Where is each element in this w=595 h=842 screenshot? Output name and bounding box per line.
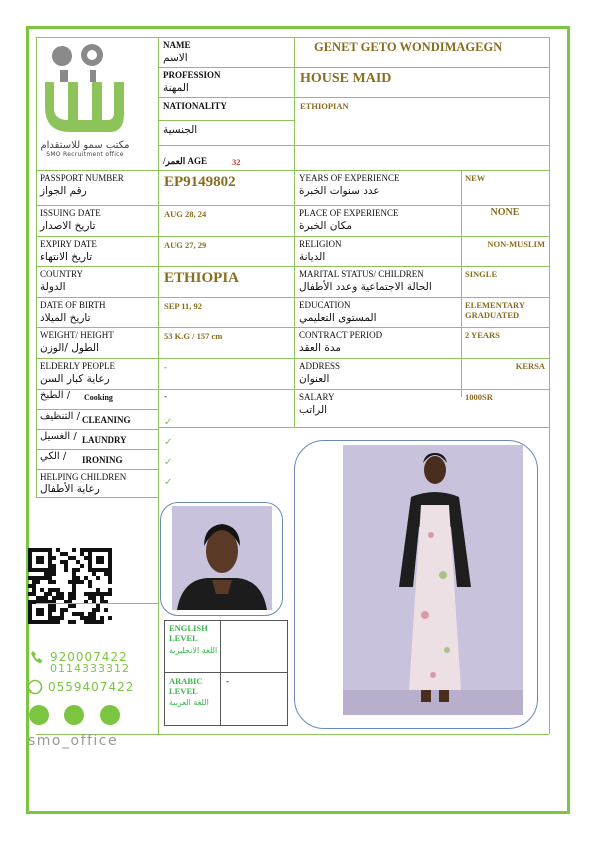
right-row-value: NON-MUSLIM [487,239,545,249]
grid-line [36,469,158,470]
left-row-value: EP9149802 [164,174,236,190]
grid-line [164,672,288,673]
grid-line [158,37,159,734]
left-row-label-ar: رعاية كبار السن [40,373,110,385]
grid-line [294,37,295,427]
right-row-label-ar: الحالة الاجتماعية وعدد الأطفال [299,281,432,293]
grid-line [36,327,549,328]
right-row-value: KERSA [515,361,545,371]
phone1[interactable]: 920007422 [50,650,128,664]
left-row-label-ar: رقم الجواز [40,185,87,197]
skill-label-ar: الغسيل / [40,431,77,442]
left-row-label: WEIGHT/ HEIGHT [40,330,114,340]
grid-line [36,358,549,359]
left-row-value: AUG 28, 24 [164,209,207,219]
portrait-photo [172,506,272,610]
right-row-value: SINGLE [465,269,498,279]
whatsapp-number[interactable]: 0559407422 [48,680,135,694]
profession-value: HOUSE MAID [300,71,392,86]
right-row-value: ELEMENTARY GRADUATED [465,300,525,320]
grid-line [36,497,158,498]
right-row-label-ar: الديانة [299,251,326,263]
skill-label: CLEANING [82,415,131,425]
check-icon: ✓ [164,477,173,488]
instagram-icon[interactable] [64,705,84,725]
nationality-label: NATIONALITY [163,101,227,111]
nationality-label-ar: الجنسية [163,124,198,136]
name-label-ar: الاسم [163,52,188,64]
phone2[interactable]: 0114333312 [50,662,130,675]
check-icon: ✓ [164,437,173,448]
grid-line [36,297,549,298]
skill-label: LAUNDRY [82,435,127,445]
english-level-label-ar: اللغة الانجليزية [169,646,218,655]
grid-line [36,449,158,450]
skill-label-ar: الطبخ / [40,390,71,401]
age-value: 32 [232,157,241,167]
arabic-level-label: ARABIC LEVEL [169,676,203,696]
grid-line [158,145,549,146]
right-row-label: EDUCATION [299,300,351,310]
left-row-value: AUG 27, 29 [164,240,207,250]
skill-label: Cooking [84,393,113,402]
right-row-value: NEW [465,173,486,183]
nationality-value: ETHIOPIAN [300,101,349,111]
arabic-level-label-ar: اللغة العربية [169,698,209,707]
phone-icon [30,650,44,669]
grid-line [158,97,549,98]
grid-line [36,429,158,430]
profession-label: PROFESSION [163,70,221,80]
left-row-label: PASSPORT NUMBER [40,173,124,183]
grid-line [36,205,549,206]
profession-label-ar: المهنة [163,82,189,94]
qr-code[interactable] [28,548,112,624]
right-row-label-ar: مدة العقد [299,342,341,354]
left-row-label: ELDERLY PEOPLE [40,361,116,371]
english-level-label: ENGLISH LEVEL [169,623,208,643]
left-row-value: SEP 11, 92 [164,301,203,311]
grid-line [220,620,221,726]
skill-label-ar: رعاية الأطفال [40,483,100,495]
skill-value: - [164,391,167,401]
left-row-label-ar: الدولة [40,281,66,293]
skill-label: HELPING CHILDREN [40,472,127,482]
right-row-label: YEARS OF EXPERIENCE [299,173,400,183]
grid-line [36,389,549,390]
right-row-label: PLACE OF EXPERIENCE [299,208,399,218]
grid-line [549,37,550,427]
right-row-label: ADDRESS [299,361,341,371]
skill-label: IRONING [82,455,123,465]
left-row-label-ar: تاريخ الميلاد [40,312,91,324]
left-row-label-ar: الطول /الوزن [40,342,99,354]
arabic-level-value: - [226,676,229,686]
whatsapp-icon [27,679,43,700]
grid-line [158,427,549,428]
grid-line [36,409,158,410]
left-row-value: ETHIOPIA [164,270,240,286]
left-row-value: - [164,362,167,372]
name-value: GENET GETO WONDIMAGEGN [314,40,503,54]
grid-line [36,170,549,171]
right-row-label-ar: الراتب [299,404,328,416]
full-body-photo [343,445,523,715]
grid-line [158,67,549,68]
logo [40,42,130,170]
grid-line [36,37,37,497]
check-icon: ✓ [164,457,173,468]
left-row-label: ISSUING DATE [40,208,101,218]
right-row-label: CONTRACT PERIOD [299,330,383,340]
name-label: NAME [163,40,191,50]
right-row-label-ar: المستوى التعليمي [299,312,377,324]
right-row-value: NONE [490,207,520,218]
right-row-label: MARITAL STATUS/ CHILDREN [299,269,424,279]
grid-line [36,603,158,604]
left-row-label: DATE OF BIRTH [40,300,106,310]
check-icon: ✓ [164,417,173,428]
left-row-label: EXPIRY DATE [40,239,97,249]
grid-line [36,37,549,38]
skill-label-ar: التنظيف / [40,411,80,422]
skill-label-ar: الكي / [40,451,67,462]
social-handle[interactable]: smo_office [28,733,119,749]
grid-line [36,236,549,237]
grid-line [158,120,294,121]
right-row-label-ar: مكان الخبرة [299,220,353,232]
grid-line [36,266,549,267]
age-label: /العمر AGE [163,156,208,166]
snapchat-icon[interactable] [100,705,120,725]
left-row-label-ar: تاريخ الاصدار [40,220,96,232]
right-row-label: SALARY [299,392,335,402]
left-row-label-ar: تاريخ الانتهاء [40,251,93,263]
left-row-value: 53 K.G / 157 cm [164,331,223,341]
twitter-icon[interactable] [29,705,49,725]
logo-arabic: مكتب سمو للاستقدام [40,140,130,151]
left-row-label: COUNTRY [40,269,84,279]
logo-mark [40,42,130,137]
grid-line [549,427,550,734]
right-row-label-ar: العنوان [299,373,330,385]
logo-english: SMO Recruitment office [46,151,124,158]
right-row-value: 1000SR [465,392,493,402]
right-row-label: RELIGION [299,239,342,249]
right-row-value: 2 YEARS [465,330,500,340]
right-row-label-ar: عدد سنوات الخبرة [299,185,380,197]
